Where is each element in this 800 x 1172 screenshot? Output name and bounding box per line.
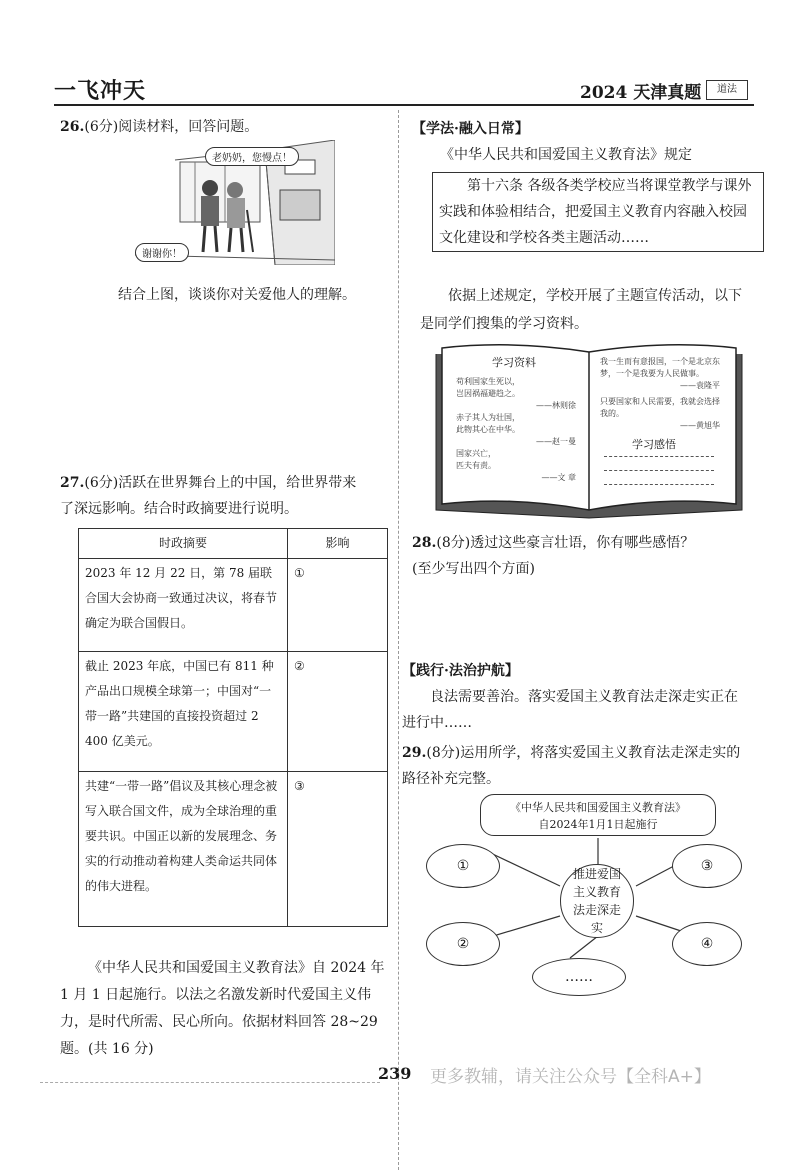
q27-stem (60, 470, 390, 522)
news-table (78, 528, 388, 927)
intro-text: 《中华人民共和国爱国主义教育法》自 2024 年 1 月 1 日起施行。以法之名激发新时代爱国主义伟力，是时代所需、民心所向。依据材料回答 28~29 题。(共 16 分) (60, 960, 385, 1057)
table-row (79, 559, 388, 652)
book-right-title: 学习感悟 (632, 438, 676, 451)
book-left-title: 学习资料 (492, 356, 536, 369)
quote-author: ——赵一曼 (536, 437, 576, 446)
quote-line: 匹夫有责。 (456, 461, 496, 470)
speech-bubble-bottom: 谢谢你！ (135, 243, 189, 262)
quote-author: ——袁隆平 (680, 381, 720, 390)
impact-cell: ① (288, 559, 388, 652)
q28-note: (至少写出四个方面) (412, 561, 535, 577)
quote-line: 我一生而有意报国，一个是北京东梦，一个是我要为人民做事。 (600, 357, 720, 378)
subject-badge: 道法 (706, 80, 748, 100)
summary-cell: 共建“一带一路”倡议及其核心理念被写入联合国文件，成为全球治理的重要共识。中国正以新的发展理念、务实的行动推动着构建人类命运共同体的伟大进程。 (79, 772, 288, 927)
node-1: ① (426, 844, 500, 888)
footer-line (40, 1082, 380, 1083)
quote-line: 只要国家和人民需要，我就会选择我的。 (600, 397, 720, 418)
table-row (79, 652, 388, 772)
col-header-summary: 时政摘要 (79, 529, 288, 559)
header-rule (54, 104, 754, 106)
q28-score: (8分) (436, 535, 471, 551)
q27-label: 27. (60, 475, 85, 491)
quote-line: 国家兴亡， (456, 449, 496, 458)
q29-prompt: 运用所学，将落实爱国主义教育法走深走实的路径补充完整。 (402, 745, 741, 787)
impact-cell: ② (288, 652, 388, 772)
q26-stem (60, 114, 258, 140)
brand-logo: 一飞冲天 (54, 79, 147, 104)
q29-stem (402, 740, 750, 792)
node-3: ③ (672, 844, 742, 888)
practice-text: 良法需要善治。落实爱国主义教育法走深走实正在进行中…… (402, 689, 738, 731)
book-left-page (456, 376, 576, 484)
q27-prompt-l2: 了深远影响。结合时政摘要进行说明。 (60, 501, 298, 517)
node-more: …… (532, 958, 626, 996)
quote-line: 岂因祸福避趋之。 (456, 389, 520, 398)
table-header-row (79, 529, 388, 559)
blank-line (604, 470, 714, 471)
column-divider (398, 110, 399, 1170)
node-2: ② (426, 922, 500, 966)
series-title: 2024 天津真题 (580, 83, 702, 103)
law-reference: 《中华人民共和国爱国主义教育法》规定 (440, 147, 692, 163)
summary-cell: 截止 2023 年底，中国已有 811 种产品出口规模全球第一；中国对“一带一路”共建国的直接投资超过 2 400 亿美元。 (79, 652, 288, 772)
summary-cell: 2023 年 12 月 22 日，第 78 届联合国大会协商一致通过决议，将春节确定为联合国假日。 (79, 559, 288, 652)
q26-ask: 结合上图，谈谈你对关爱他人的理解。 (118, 287, 356, 303)
quote-line: 苟利国家生死以， (456, 377, 520, 386)
node-4: ④ (672, 922, 742, 966)
col-header-impact: 影响 (288, 529, 388, 559)
q26-prompt: 阅读材料，回答问题。 (118, 119, 259, 135)
law-header-box (480, 794, 716, 836)
law-header-l1: 《中华人民共和国爱国主义教育法》 (510, 801, 686, 814)
q26-score: (6分) (84, 119, 119, 135)
blank-line (604, 456, 714, 457)
path-diagram (420, 790, 740, 1000)
quote-author: ——林则徐 (536, 401, 576, 410)
quote-author: ——黄旭华 (680, 421, 720, 430)
q29-score: (8分) (426, 745, 461, 761)
quote-author: ——文 章 (541, 473, 576, 482)
q29-label: 29. (402, 745, 427, 761)
article-box: 第十六条 各级各类学校应当将课堂教学与课外实践和体验相结合，把爱国主义教育内容融入校园文化建设和学校各类主题活动…… (432, 172, 764, 252)
q27-score: (6分) (84, 475, 119, 491)
practice-title: 【践行·法治护航】 (402, 663, 519, 679)
q26-label: 26. (60, 119, 85, 135)
speech-bubble-top: 老奶奶，您慢点！ (205, 147, 299, 166)
q28-stem (412, 530, 752, 582)
center-label: 推进爱国主义教育法走深走实 (572, 867, 621, 935)
blank-line (604, 484, 714, 485)
impact-cell: ③ (288, 772, 388, 927)
q28-label: 28. (412, 535, 437, 551)
book-right-page (600, 356, 720, 432)
page-number: 239 (378, 1064, 412, 1083)
study-after: 依据上述规定，学校开展了主题宣传活动，以下是同学们搜集的学习资料。 (420, 288, 742, 332)
center-circle (560, 864, 634, 938)
quote-line: 赤子其人为壮国， (456, 413, 520, 422)
law-header-l2: 自2024年1月1日起施行 (538, 818, 658, 831)
open-book (432, 340, 746, 520)
q27-prompt-l1: 活跃在世界舞台上的中国，给世界带来 (118, 475, 357, 491)
watermark-text: 更多教辅，请关注公众号【全科A+】 (430, 1067, 711, 1087)
q28-prompt: 透过这些豪言壮语，你有哪些感悟？ (470, 535, 695, 551)
table-row (79, 772, 388, 927)
quote-line: 此物其心在中华。 (456, 425, 520, 434)
study-title: 【学法·融入日常】 (412, 121, 529, 137)
